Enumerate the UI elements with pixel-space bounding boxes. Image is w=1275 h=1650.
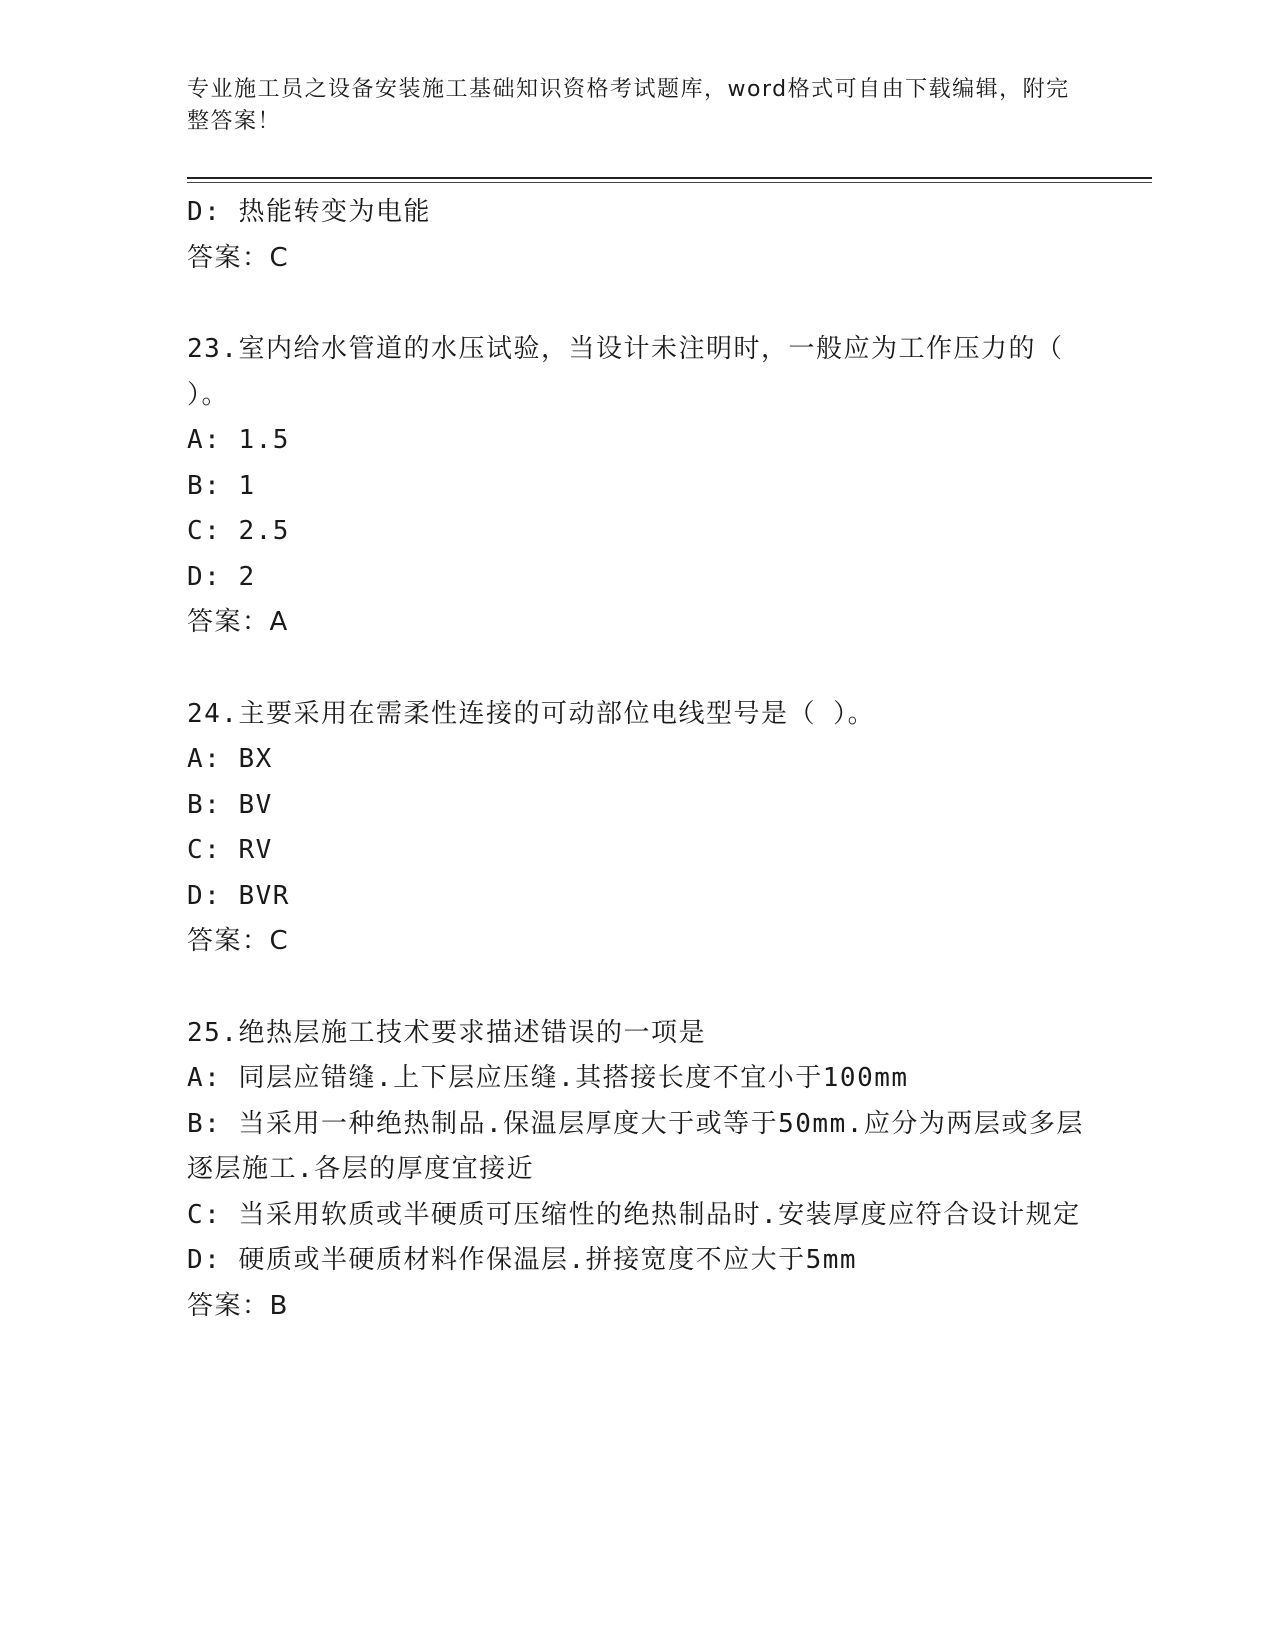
question-24 [187, 692, 1087, 965]
document-header [187, 74, 1087, 138]
option-b: B: 1 [187, 470, 256, 501]
option-c: C: 2.5 [187, 516, 290, 546]
spacer [187, 646, 1087, 692]
answer: 答案：A [187, 607, 289, 637]
spacer [187, 965, 1087, 1011]
option-d: D: BVR [187, 880, 290, 911]
previous-question-answer: 答案：C [187, 242, 290, 273]
option-b: B: 当采用一种绝热制品.保温层厚度大于或等于50mm.应分为两层或多层逐层施工.各层的厚度宜接近 [187, 1108, 1084, 1184]
spacer [187, 281, 1087, 327]
option-d: D: 硬质或半硬质材料作保温层.拼接宽度不应大于5mm [187, 1245, 858, 1275]
option-a: A: BX [187, 744, 273, 774]
question-25 [187, 1011, 1087, 1330]
question-stem: 24.主要采用在需柔性连接的可动部位电线型号是（ ）。 [187, 698, 876, 729]
option-a: A: 1.5 [187, 425, 290, 455]
option-d: D: 2 [187, 561, 256, 592]
option-b: B: BV [187, 789, 273, 820]
question-content [187, 190, 1087, 1329]
question-23 [187, 327, 1087, 646]
previous-question-option-d: D: 热能转变为电能 [187, 197, 431, 227]
option-c: C: 当采用软质或半硬质可压缩性的绝热制品时.安装厚度应符合设计规定 [187, 1199, 1081, 1230]
question-stem: 23.室内给水管道的水压试验，当设计未注明时，一般应为工作压力的（ ）。 [187, 334, 1081, 410]
header-rule [187, 177, 1152, 179]
option-a: A: 同层应错缝.上下层应压缝.其搭接长度不宜小于100mm [187, 1063, 909, 1093]
answer: 答案：B [187, 1290, 289, 1321]
header-title: 专业施工员之设备安装施工基础知识资格考试题库，word格式可自由下载编辑，附完整答案！ [187, 77, 1070, 134]
answer: 答案：C [187, 926, 290, 956]
option-c: C: RV [187, 835, 273, 865]
header-rule-thin [187, 182, 1152, 183]
question-stem: 25.绝热层施工技术要求描述错误的一项是 [187, 1017, 706, 1048]
